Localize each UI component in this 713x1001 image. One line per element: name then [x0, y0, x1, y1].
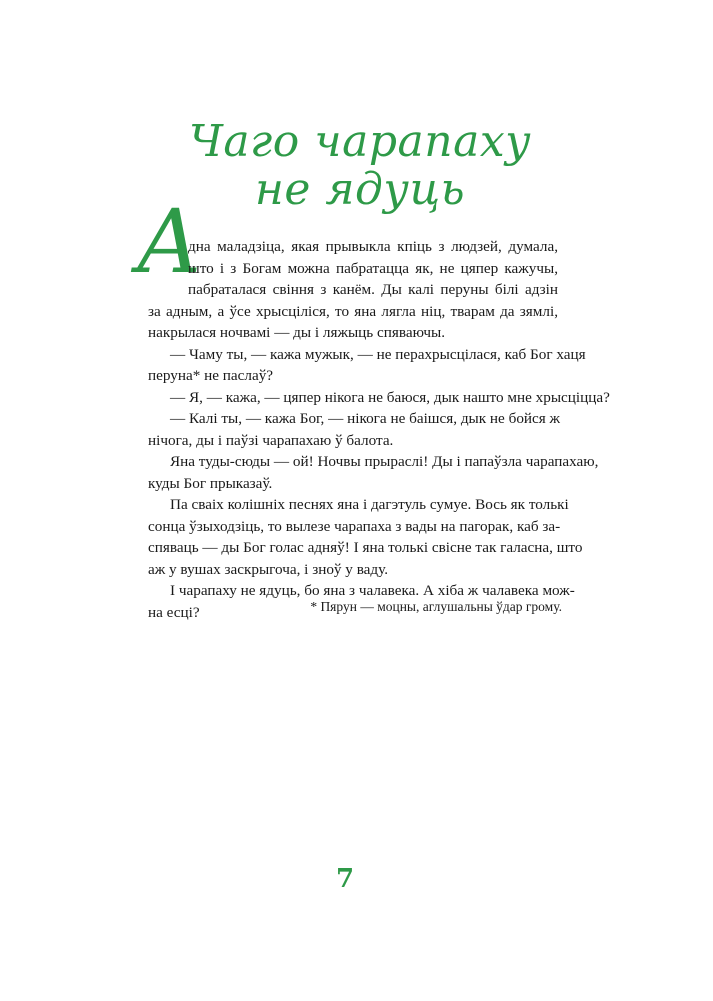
- text-line: дна маладзіца, якая прывыкла кпіць з людзей, думала,: [188, 238, 558, 255]
- page-number: 7: [335, 864, 355, 894]
- footnote: * Пярун — моцны, аглушальны ўдар грому.: [310, 599, 562, 614]
- text-line: аж у вушах заскрыгоча, і зноў у ваду.: [148, 560, 389, 578]
- text-line: — Чаму ты, — кажа мужык, — не перахрысцілася, каб Бог хаця: [170, 345, 586, 363]
- text-line: перуна* не паслаў?: [148, 367, 274, 384]
- text-line: сонца ўзыходзіць, то вылезе чарапаха з вады на пагорак, каб за-: [148, 517, 561, 535]
- text-line: пабраталася свіння з канём. Ды калі перуны білі адзін: [188, 281, 558, 298]
- drop-cap: А: [136, 190, 203, 293]
- text-line: накрылася ночвамі — ды і ляжыць спяваючы.: [148, 324, 446, 341]
- text-line: спяваць — ды Бог голас адняў! І яна толькі свісне так галасна, што: [148, 539, 583, 556]
- text-line: нічога, ды і паўзі чарапахаю ў балота.: [148, 431, 394, 449]
- text-line: што і з Богам можна пабратацца як, не цяпер кажучы,: [188, 259, 558, 277]
- title-line-1: Чаго чарапаху: [188, 116, 532, 167]
- text-line: — Я, — кажа, — цяпер нікога не баюся, дык нашто мне хрысціцца?: [170, 388, 610, 406]
- text-line: на есці?: [148, 603, 200, 621]
- text-line: І чарапаху не ядуць, бо яна з чалавека. А хіба ж чалавека мож-: [170, 582, 575, 599]
- text-line: за адным, а ўсе хрысціліся, то яна лягла ніц, тварам да зямлі,: [148, 302, 558, 320]
- title-line-2: не ядуць: [254, 164, 466, 215]
- text-line: — Калі ты, — кажа Бог, — нікога не баішся, дык не бойся ж: [170, 410, 561, 427]
- text-line: куды Бог прыказаў.: [148, 474, 273, 492]
- text-line: Яна туды-сюды — ой! Ночвы прыраслі! Ды і папаўзла чарапахаю,: [170, 453, 599, 470]
- text-line: Па сваіх колішніх песнях яна і дагэтуль сумуе. Вось як толькі: [170, 496, 569, 513]
- story-text: [148, 236, 610, 623]
